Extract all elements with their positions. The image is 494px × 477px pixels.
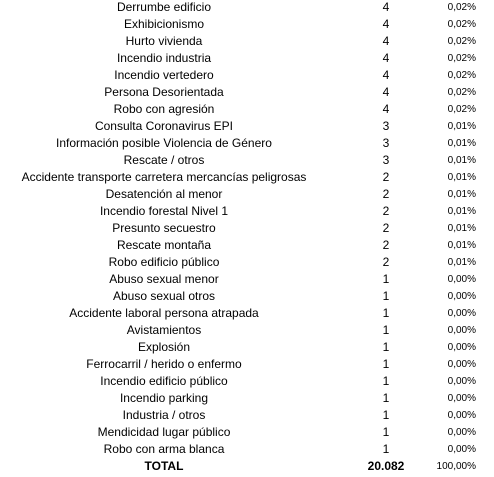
incident-name: Mendicidad lugar público (97, 425, 231, 439)
incident-count: 3 (382, 136, 390, 150)
table-row (0, 271, 494, 288)
incident-percentage: 0,00% (447, 342, 476, 353)
incident-percentage: 0,01% (447, 172, 476, 183)
table-row (0, 101, 494, 118)
incident-count: 2 (382, 255, 390, 269)
incident-count: 1 (382, 357, 390, 371)
incident-name: Incendio parking (119, 391, 209, 405)
incident-count: 1 (382, 391, 390, 405)
incident-count: 4 (382, 102, 390, 116)
incident-percentage: 0,01% (447, 223, 476, 234)
incident-name: Rescate montaña (116, 238, 212, 252)
incident-percentage: 0,01% (447, 121, 476, 132)
incident-count: 1 (382, 323, 390, 337)
incident-count: 4 (382, 51, 390, 65)
table-row (0, 84, 494, 101)
total-count: 20.082 (367, 459, 405, 473)
incident-percentage: 0,02% (447, 87, 476, 98)
incident-percentage: 0,00% (447, 393, 476, 404)
table-row (0, 390, 494, 407)
incident-name: Accidente transporte carretera mercancías peligrosas (21, 170, 307, 184)
incident-percentage: 0,01% (447, 189, 476, 200)
incident-name: Persona Desorientada (104, 85, 224, 99)
incident-name: Robo edificio público (108, 255, 220, 269)
incident-name: Incendio forestal Nivel 1 (99, 204, 229, 218)
incident-count: 3 (382, 119, 390, 133)
incident-name: Ferrocarril / herido o enfermo (86, 357, 242, 371)
table-row (0, 186, 494, 203)
table-row (0, 356, 494, 373)
table-row (0, 220, 494, 237)
table-row (0, 339, 494, 356)
incident-name: Incendio vertedero (114, 68, 214, 82)
incident-percentage: 0,01% (447, 138, 476, 149)
incident-count: 1 (382, 306, 390, 320)
incident-name: Avistamientos (126, 323, 202, 337)
incident-name: Incendio industria (116, 51, 212, 65)
table-row (0, 305, 494, 322)
incident-percentage: 0,00% (447, 325, 476, 336)
incident-name: Consulta Coronavirus EPI (94, 119, 234, 133)
incident-percentage: 0,00% (447, 291, 476, 302)
table-row (0, 441, 494, 458)
incident-name: Incendio edificio público (100, 374, 228, 388)
incident-count: 2 (382, 204, 390, 218)
incident-percentage: 0,00% (447, 427, 476, 438)
incident-percentage: 0,02% (447, 53, 476, 64)
table-row (0, 50, 494, 67)
incident-name: Desatención al menor (105, 187, 223, 201)
table-row (0, 322, 494, 339)
table-row (0, 169, 494, 186)
incident-percentage: 0,00% (447, 359, 476, 370)
incident-count: 4 (382, 17, 390, 31)
incident-count: 4 (382, 34, 390, 48)
incident-count: 1 (382, 272, 390, 286)
incident-count: 4 (382, 0, 390, 14)
incident-count: 4 (382, 68, 390, 82)
incident-percentage: 0,00% (447, 444, 476, 455)
table-row (0, 67, 494, 84)
incident-percentage: 0,02% (447, 104, 476, 115)
incident-name: Explosión (137, 340, 191, 354)
table-row (0, 33, 494, 50)
table-row (0, 407, 494, 424)
incident-percentage: 0,02% (447, 2, 476, 13)
table-row (0, 373, 494, 390)
table-row (0, 254, 494, 271)
table-row (0, 118, 494, 135)
total-percentage: 100,00% (436, 461, 476, 472)
incident-count: 2 (382, 238, 390, 252)
table-row (0, 424, 494, 441)
table-row (0, 135, 494, 152)
incident-percentage: 0,00% (447, 376, 476, 387)
incident-name: Exhibicionismo (123, 17, 205, 31)
incident-name: Accidente laboral persona atrapada (69, 306, 259, 320)
incident-name: Presunto secuestro (112, 221, 216, 235)
incident-count: 1 (382, 374, 390, 388)
incident-count: 4 (382, 85, 390, 99)
incident-percentage: 0,02% (447, 70, 476, 81)
table-row (0, 0, 494, 16)
table-row (0, 288, 494, 305)
incident-count: 1 (382, 340, 390, 354)
total-label: TOTAL (144, 459, 184, 473)
incident-percentage: 0,01% (447, 155, 476, 166)
incident-name: Robo con agresión (113, 102, 215, 116)
table-row (0, 16, 494, 33)
incident-count: 3 (382, 153, 390, 167)
incident-percentage: 0,01% (447, 206, 476, 217)
incident-percentage: 0,00% (447, 274, 476, 285)
incident-name: Información posible Violencia de Género (56, 136, 272, 150)
incident-count: 2 (382, 187, 390, 201)
incident-count: 1 (382, 425, 390, 439)
incident-percentage: 0,00% (447, 410, 476, 421)
incident-name: Rescate / otros (123, 153, 205, 167)
incident-count: 2 (382, 221, 390, 235)
incident-percentage: 0,00% (447, 308, 476, 319)
incident-name: Abuso sexual otros (112, 289, 216, 303)
incident-name: Abuso sexual menor (109, 272, 219, 286)
incident-name: Hurto vivienda (125, 34, 203, 48)
incident-percentage: 0,01% (447, 240, 476, 251)
table-row (0, 203, 494, 220)
incident-count: 1 (382, 408, 390, 422)
incident-percentage: 0,02% (447, 19, 476, 30)
incident-name: Robo con arma blanca (103, 442, 225, 456)
incident-count: 2 (382, 170, 390, 184)
table-row (0, 237, 494, 254)
incident-name: Derrumbe edificio (116, 0, 212, 14)
incident-count: 1 (382, 289, 390, 303)
total-row (0, 458, 494, 475)
table-row (0, 152, 494, 169)
incident-percentage: 0,02% (447, 36, 476, 47)
incident-name: Industria / otros (122, 408, 206, 422)
incident-count: 1 (382, 442, 390, 456)
incident-percentage: 0,01% (447, 257, 476, 268)
